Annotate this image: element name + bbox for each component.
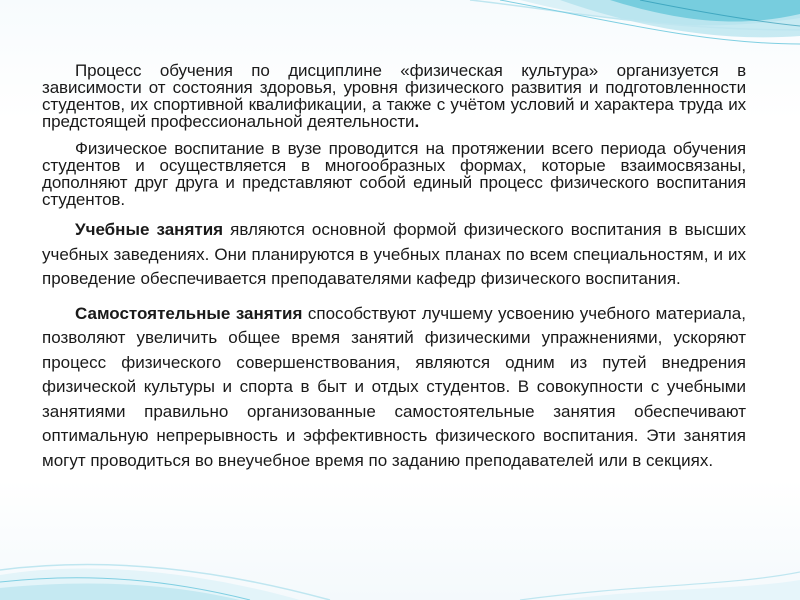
paragraph-2 <box>42 140 746 208</box>
paragraph-4-term: Самостоятельные занятия <box>75 303 303 323</box>
paragraph-4-text: способствуют лучшему усвоению учебного материала, позволяют увеличить общее время занятий физическими упражнениями, ускоряют процесс физического совершенствования, являются одним из путей внедрения физической культуры и спорта в быт и отдых студентов. В совокупности с учебными занятиями правильно организованные самостоятельные занятия обеспечивают оптимальную непрерывность и эффективность физического воспитания. Эти занятия могут проводиться во внеучебное время по заданию преподавателей или в секциях. <box>42 303 746 470</box>
paragraph-2-text: Физическое воспитание в вузе проводится на протяжении всего периода обучения студентов и осуществляется в многообразных формах, которые взаимосвязаны, дополняют друг друга и представляют собой единый процесс физического воспитания студентов. <box>42 139 746 209</box>
paragraph-1-text: Процесс обучения по дисциплине «физическая культура» организуется в зависимости от состояния здоровья, уровня физического развития и подготовленности студентов, их спортивной квалификации, а также с учётом условий и характера труда их предстоящей профессиональной деятельности <box>42 61 746 131</box>
paragraph-3-text: являются основной формой физического воспитания в высших учебных заведениях. Они планируются в учебных планах по всем специальностям, и их проведение обеспечивается преподавателями кафедр физического воспитания. <box>42 220 746 288</box>
paragraph-1-period: . <box>414 112 420 131</box>
paragraph-3-term: Учебные занятия <box>75 220 224 239</box>
paragraph-1 <box>42 62 746 130</box>
paragraph-3 <box>42 218 746 292</box>
paragraph-4 <box>42 302 746 474</box>
text-body <box>42 62 746 582</box>
top-right-wave <box>470 0 800 44</box>
